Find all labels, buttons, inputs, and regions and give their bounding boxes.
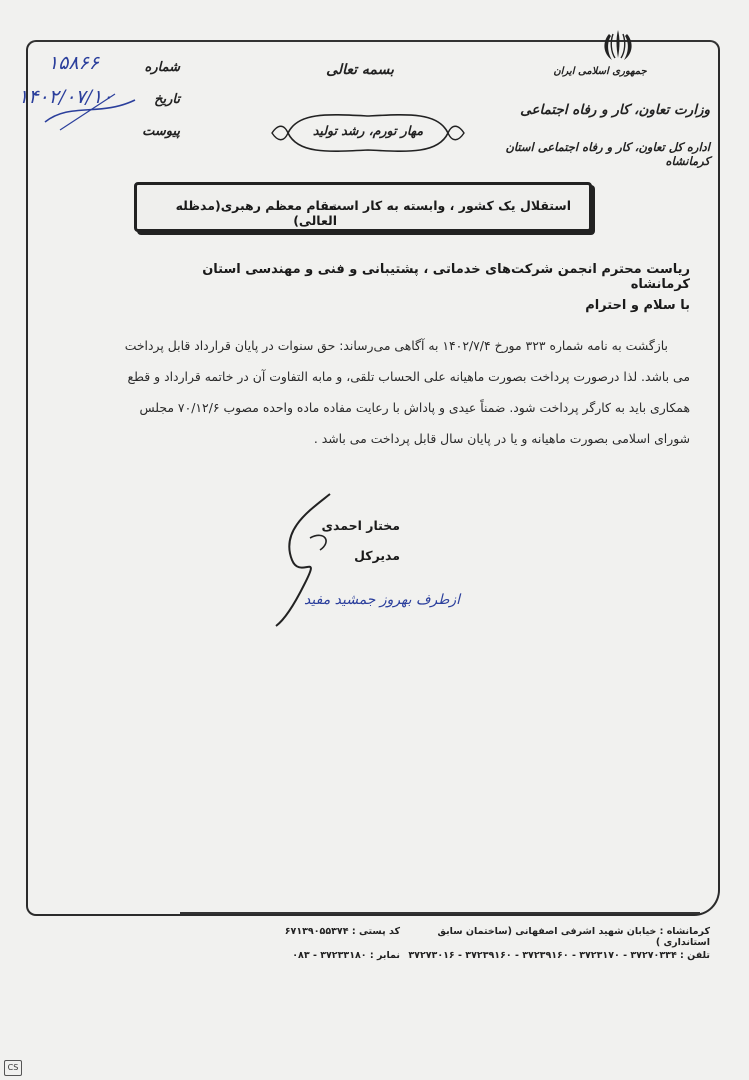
letter-number-label: شماره: [144, 60, 180, 75]
page-border-frame: [26, 40, 720, 916]
letter-body: [56, 330, 690, 454]
letter-date-label: تاریخ: [154, 92, 180, 107]
letter-recipient: ریاست محترم انجمن شرکت‌های خدماتی ، پشتیبانی و فنی و مهندسی استان کرمانشاه: [202, 262, 690, 292]
republic-name: جمهوری اسلامی ایران: [553, 66, 647, 77]
footer-phones: تلفن : ۳۷۲۷۰۳۳۴ - ۳۷۲۳۱۷۰ - ۳۷۲۳۹۱۶۰ - ۳۷۲۳۹۱۶۰ - ۳۷۲۷۳۰۱۶: [408, 950, 710, 961]
footer-address: کرمانشاه : خیابان شهید اشرفی اصفهانی (ساختمان سابق استانداری ): [437, 926, 710, 948]
letter-greeting: با سلام و احترام: [585, 298, 690, 313]
quote-attribution: مقام معظم رهبری(مدظله العالی): [175, 198, 337, 228]
footer-postal-code: کد پستی : ۶۷۱۳۹۰۵۵۳۷۴: [284, 926, 400, 937]
letter-body-line: همکاری باید به کارگر پرداخت شود. ضمناً عیدی و پاداش با رعایت مفاده ماده واحده مصوب ۷۰/۱۲/۶ مجلس: [139, 400, 690, 415]
signatory-title: مدیرکل: [354, 548, 400, 563]
scanner-logo: CS: [4, 1060, 22, 1076]
letter-body-line: بازگشت به نامه شماره ۳۲۳ مورخ ۱۴۰۲/۷/۴ به آگاهی می‌رساند: حق سنوات در پایان قرارداد قابل پرداخت: [124, 338, 668, 353]
letter-attachment-label: پیوست: [142, 124, 180, 139]
on-behalf-handwriting: ازطرف بهروز جمشید مفید: [304, 592, 460, 608]
directorate-name: اداره کل تعاون، کار و رفاه اجتماعی استان کرمانشاه: [505, 140, 710, 168]
letter-body-line: شورای اسلامی بصورت ماهیانه و یا در پایان سال قابل پرداخت می باشد .: [313, 431, 690, 446]
quote-text: استقلال یک کشور ، وابسته به کار است.: [324, 198, 571, 213]
iran-emblem-icon: [598, 26, 638, 64]
date-scribble-icon: [40, 92, 150, 132]
footer-divider: [180, 912, 700, 914]
letter-number-value: ۱۵۸۶۶: [48, 52, 100, 74]
slogan-emblem: [268, 110, 468, 156]
signatory-name: مختار احمدی: [321, 518, 400, 533]
ministry-name: وزارت تعاون، کار و رفاه اجتماعی: [520, 102, 710, 118]
letter-date-value: ۱۴۰۲/۰۷/۱۰: [18, 86, 113, 108]
slogan-text: مهار تورم، رشد تولید: [312, 123, 424, 138]
leader-quote-box: [134, 182, 592, 232]
bismillah-heading: بسمه تعالی: [326, 62, 394, 78]
footer-fax: نمابر : ۳۷۲۳۳۱۸۰ - ۰۸۳: [292, 950, 400, 961]
letter-body-line: می باشد. لذا درصورت پرداخت بصورت ماهیانه علی الحساب تلقی، و مابه التفاوت آن در خاتمه قرارداد و قطع: [127, 369, 690, 384]
